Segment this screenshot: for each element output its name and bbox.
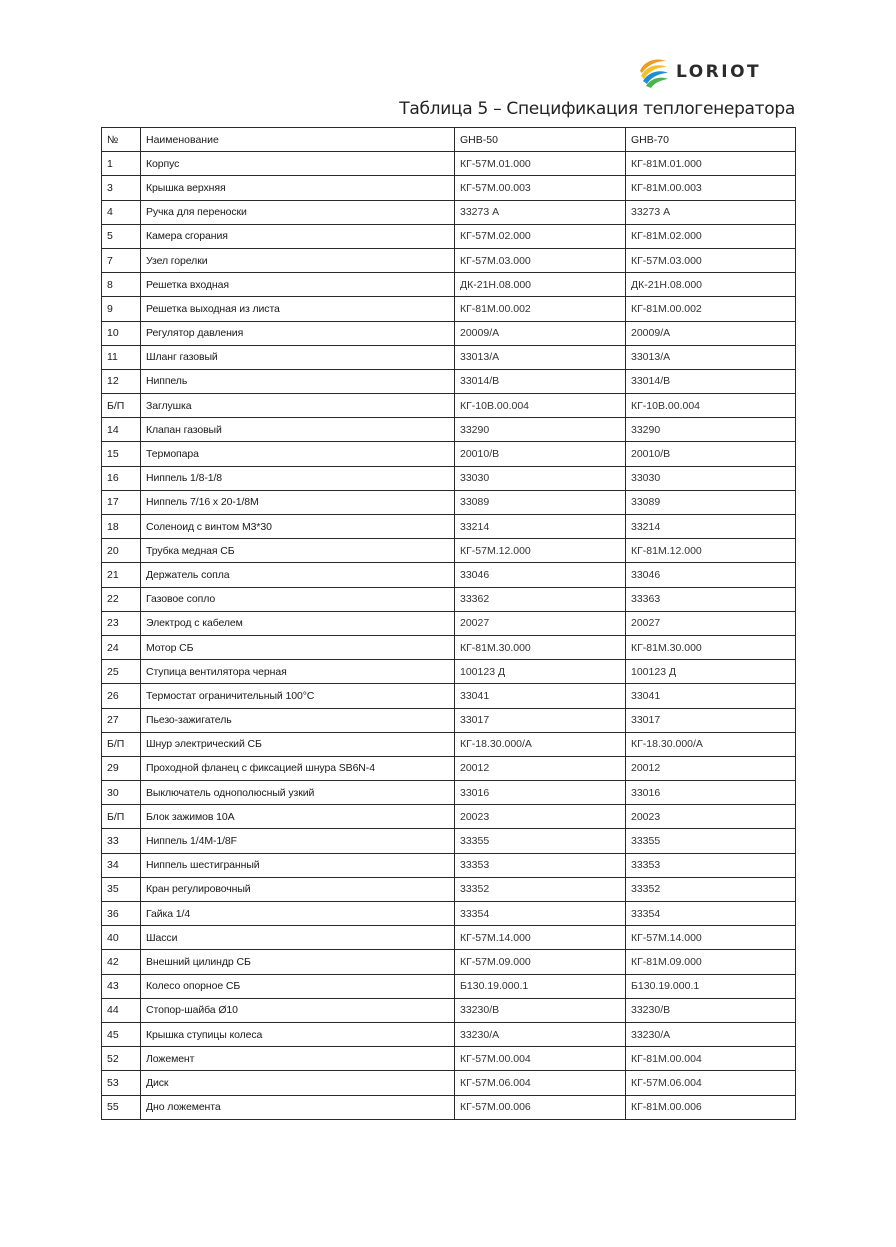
code-ghb-50: КГ-10В.00.004: [455, 394, 626, 418]
row-number: 34: [102, 853, 141, 877]
table-row: [102, 152, 796, 176]
table-row: [102, 515, 796, 539]
code-ghb-50: КГ-57М.03.000: [455, 248, 626, 272]
code-ghb-70: 33016: [626, 781, 796, 805]
code-ghb-50: 100123 Д: [455, 660, 626, 684]
code-ghb-70: КГ-18.30.000/А: [626, 732, 796, 756]
row-number: 45: [102, 1022, 141, 1046]
code-ghb-50: КГ-57М.06.004: [455, 1071, 626, 1095]
loriot-logo-icon: [636, 55, 670, 89]
row-number: 30: [102, 781, 141, 805]
table-row: [102, 273, 796, 297]
row-number: 9: [102, 297, 141, 321]
part-name: Ниппель 7/16 х 20-1/8М: [141, 490, 455, 514]
code-ghb-70: 100123 Д: [626, 660, 796, 684]
table-row: [102, 345, 796, 369]
row-number: 5: [102, 224, 141, 248]
row-number: 25: [102, 660, 141, 684]
code-ghb-70: 33013/А: [626, 345, 796, 369]
part-name: Выключатель однополюсный узкий: [141, 781, 455, 805]
code-ghb-50: 33273 А: [455, 200, 626, 224]
part-name: Ступица вентилятора черная: [141, 660, 455, 684]
code-ghb-50: 33362: [455, 587, 626, 611]
code-ghb-70: 20023: [626, 805, 796, 829]
table-row: [102, 708, 796, 732]
code-ghb-50: 33017: [455, 708, 626, 732]
table-row: [102, 635, 796, 659]
code-ghb-70: 20012: [626, 756, 796, 780]
table-row: [102, 902, 796, 926]
part-name: Термостат ограничительный 100°С: [141, 684, 455, 708]
code-ghb-70: КГ-81М.02.000: [626, 224, 796, 248]
part-name: Ниппель 1/4М-1/8F: [141, 829, 455, 853]
row-number: 42: [102, 950, 141, 974]
row-number: 29: [102, 756, 141, 780]
table-row: [102, 539, 796, 563]
part-name: Мотор СБ: [141, 635, 455, 659]
row-number: 21: [102, 563, 141, 587]
table-row: [102, 1071, 796, 1095]
code-ghb-70: КГ-81М.01.000: [626, 152, 796, 176]
part-name: Гайка 1/4: [141, 902, 455, 926]
row-number: 11: [102, 345, 141, 369]
part-name: Шнур электрический СБ: [141, 732, 455, 756]
row-number: 40: [102, 926, 141, 950]
code-ghb-50: 33214: [455, 515, 626, 539]
table-row: [102, 248, 796, 272]
table-row: [102, 684, 796, 708]
brand-name: LORIOT: [676, 61, 762, 82]
table-header-row: [102, 128, 796, 152]
code-ghb-50: КГ-57М.12.000: [455, 539, 626, 563]
part-name: Узел горелки: [141, 248, 455, 272]
part-name: Крышка верхняя: [141, 176, 455, 200]
row-number: 22: [102, 587, 141, 611]
table-row: [102, 974, 796, 998]
row-number: 14: [102, 418, 141, 442]
part-name: Термопара: [141, 442, 455, 466]
row-number: 24: [102, 635, 141, 659]
code-ghb-70: КГ-81М.09.000: [626, 950, 796, 974]
part-name: Решетка входная: [141, 273, 455, 297]
table-row: [102, 490, 796, 514]
row-number: Б/П: [102, 805, 141, 829]
part-name: Пьезо-зажигатель: [141, 708, 455, 732]
table-row: [102, 781, 796, 805]
table-row: [102, 756, 796, 780]
table-row: [102, 176, 796, 200]
code-ghb-70: 33363: [626, 587, 796, 611]
row-number: 10: [102, 321, 141, 345]
row-number: 7: [102, 248, 141, 272]
part-name: Колесо опорное СБ: [141, 974, 455, 998]
code-ghb-50: 33014/В: [455, 369, 626, 393]
code-ghb-70: 33353: [626, 853, 796, 877]
part-name: Шасси: [141, 926, 455, 950]
code-ghb-50: 20023: [455, 805, 626, 829]
code-ghb-70: 33352: [626, 877, 796, 901]
row-number: 55: [102, 1095, 141, 1119]
table-row: [102, 1047, 796, 1071]
code-ghb-50: КГ-57М.14.000: [455, 926, 626, 950]
part-name: Клапан газовый: [141, 418, 455, 442]
table-row: [102, 1022, 796, 1046]
part-name: Решетка выходная из листа: [141, 297, 455, 321]
header-name: Наименование: [141, 128, 455, 152]
row-number: 26: [102, 684, 141, 708]
row-number: 53: [102, 1071, 141, 1095]
part-name: Блок зажимов 10А: [141, 805, 455, 829]
code-ghb-50: 33016: [455, 781, 626, 805]
part-name: Трубка медная СБ: [141, 539, 455, 563]
part-name: Электрод с кабелем: [141, 611, 455, 635]
code-ghb-50: 33352: [455, 877, 626, 901]
code-ghb-70: КГ-57М.03.000: [626, 248, 796, 272]
specification-table: [101, 127, 796, 1120]
header-ghb-50: GHB-50: [455, 128, 626, 152]
row-number: 27: [102, 708, 141, 732]
code-ghb-50: 33030: [455, 466, 626, 490]
row-number: 35: [102, 877, 141, 901]
row-number: 52: [102, 1047, 141, 1071]
part-name: Соленоид с винтом М3*30: [141, 515, 455, 539]
row-number: 15: [102, 442, 141, 466]
table-row: [102, 442, 796, 466]
row-number: 18: [102, 515, 141, 539]
table-row: [102, 369, 796, 393]
code-ghb-70: 33230/В: [626, 998, 796, 1022]
table-row: [102, 998, 796, 1022]
code-ghb-70: 33355: [626, 829, 796, 853]
code-ghb-70: КГ-57М.06.004: [626, 1071, 796, 1095]
code-ghb-50: 33013/А: [455, 345, 626, 369]
code-ghb-70: КГ-81М.30.000: [626, 635, 796, 659]
part-name: Камера сгорания: [141, 224, 455, 248]
table-row: [102, 1095, 796, 1119]
code-ghb-50: КГ-57М.00.003: [455, 176, 626, 200]
row-number: 36: [102, 902, 141, 926]
part-name: Крышка ступицы колеса: [141, 1022, 455, 1046]
part-name: Проходной фланец с фиксацией шнура SB6N-4: [141, 756, 455, 780]
code-ghb-50: Б130.19.000.1: [455, 974, 626, 998]
part-name: Держатель сопла: [141, 563, 455, 587]
part-name: Газовое сопло: [141, 587, 455, 611]
part-name: Внешний цилиндр СБ: [141, 950, 455, 974]
code-ghb-50: 20009/А: [455, 321, 626, 345]
part-name: Ложемент: [141, 1047, 455, 1071]
table-row: [102, 297, 796, 321]
code-ghb-70: 33017: [626, 708, 796, 732]
part-name: Корпус: [141, 152, 455, 176]
table-row: [102, 321, 796, 345]
code-ghb-50: ДК-21Н.08.000: [455, 273, 626, 297]
code-ghb-70: Б130.19.000.1: [626, 974, 796, 998]
part-name: Стопор-шайба Ø10: [141, 998, 455, 1022]
code-ghb-50: 33354: [455, 902, 626, 926]
table-row: [102, 853, 796, 877]
code-ghb-50: КГ-81М.00.002: [455, 297, 626, 321]
row-number: 17: [102, 490, 141, 514]
table-row: [102, 466, 796, 490]
row-number: 3: [102, 176, 141, 200]
row-number: 1: [102, 152, 141, 176]
code-ghb-70: 33030: [626, 466, 796, 490]
part-name: Заглушка: [141, 394, 455, 418]
table-row: [102, 394, 796, 418]
code-ghb-70: ДК-21Н.08.000: [626, 273, 796, 297]
table-row: [102, 829, 796, 853]
code-ghb-50: 20027: [455, 611, 626, 635]
row-number: 16: [102, 466, 141, 490]
code-ghb-50: 20012: [455, 756, 626, 780]
part-name: Ниппель 1/8-1/8: [141, 466, 455, 490]
table-row: [102, 926, 796, 950]
table-row: [102, 563, 796, 587]
row-number: Б/П: [102, 732, 141, 756]
row-number: 43: [102, 974, 141, 998]
code-ghb-70: КГ-81М.00.004: [626, 1047, 796, 1071]
code-ghb-50: 33355: [455, 829, 626, 853]
row-number: 44: [102, 998, 141, 1022]
code-ghb-70: 33290: [626, 418, 796, 442]
code-ghb-70: КГ-81М.00.002: [626, 297, 796, 321]
row-number: 8: [102, 273, 141, 297]
table-row: [102, 200, 796, 224]
code-ghb-70: 33014/В: [626, 369, 796, 393]
code-ghb-50: КГ-57М.09.000: [455, 950, 626, 974]
table-row: [102, 224, 796, 248]
code-ghb-50: 33230/А: [455, 1022, 626, 1046]
code-ghb-50: КГ-57М.02.000: [455, 224, 626, 248]
table-row: [102, 950, 796, 974]
row-number: 4: [102, 200, 141, 224]
code-ghb-70: КГ-57М.14.000: [626, 926, 796, 950]
code-ghb-50: 33230/В: [455, 998, 626, 1022]
header-number: №: [102, 128, 141, 152]
header-ghb-70: GHB-70: [626, 128, 796, 152]
part-name: Шланг газовый: [141, 345, 455, 369]
part-name: Ручка для переноски: [141, 200, 455, 224]
code-ghb-50: КГ-57М.00.006: [455, 1095, 626, 1119]
code-ghb-70: КГ-81М.00.003: [626, 176, 796, 200]
table-row: [102, 587, 796, 611]
code-ghb-50: 33353: [455, 853, 626, 877]
part-name: Кран регулировочный: [141, 877, 455, 901]
code-ghb-70: КГ-81М.12.000: [626, 539, 796, 563]
code-ghb-70: КГ-10В.00.004: [626, 394, 796, 418]
code-ghb-70: 33046: [626, 563, 796, 587]
code-ghb-50: 33089: [455, 490, 626, 514]
part-name: Диск: [141, 1071, 455, 1095]
table-row: [102, 418, 796, 442]
code-ghb-50: КГ-57М.01.000: [455, 152, 626, 176]
part-name: Регулятор давления: [141, 321, 455, 345]
table-row: [102, 732, 796, 756]
table-row: [102, 877, 796, 901]
code-ghb-70: 33089: [626, 490, 796, 514]
code-ghb-70: 20009/А: [626, 321, 796, 345]
table-caption: Таблица 5 – Спецификация теплогенератора: [399, 99, 795, 119]
code-ghb-50: 20010/В: [455, 442, 626, 466]
code-ghb-50: КГ-57М.00.004: [455, 1047, 626, 1071]
table-row: [102, 660, 796, 684]
table-row: [102, 611, 796, 635]
row-number: 20: [102, 539, 141, 563]
code-ghb-70: 33041: [626, 684, 796, 708]
code-ghb-50: КГ-81М.30.000: [455, 635, 626, 659]
row-number: 33: [102, 829, 141, 853]
part-name: Ниппель: [141, 369, 455, 393]
code-ghb-70: 20010/В: [626, 442, 796, 466]
code-ghb-70: 33214: [626, 515, 796, 539]
code-ghb-70: 33230/А: [626, 1022, 796, 1046]
part-name: Ниппель шестигранный: [141, 853, 455, 877]
brand-logo: [636, 56, 798, 88]
part-name: Дно ложемента: [141, 1095, 455, 1119]
row-number: 12: [102, 369, 141, 393]
code-ghb-70: КГ-81М.00.006: [626, 1095, 796, 1119]
code-ghb-50: 33041: [455, 684, 626, 708]
code-ghb-70: 20027: [626, 611, 796, 635]
row-number: Б/П: [102, 394, 141, 418]
code-ghb-70: 33273 А: [626, 200, 796, 224]
code-ghb-50: 33046: [455, 563, 626, 587]
code-ghb-70: 33354: [626, 902, 796, 926]
code-ghb-50: 33290: [455, 418, 626, 442]
table-row: [102, 805, 796, 829]
code-ghb-50: КГ-18.30.000/А: [455, 732, 626, 756]
row-number: 23: [102, 611, 141, 635]
